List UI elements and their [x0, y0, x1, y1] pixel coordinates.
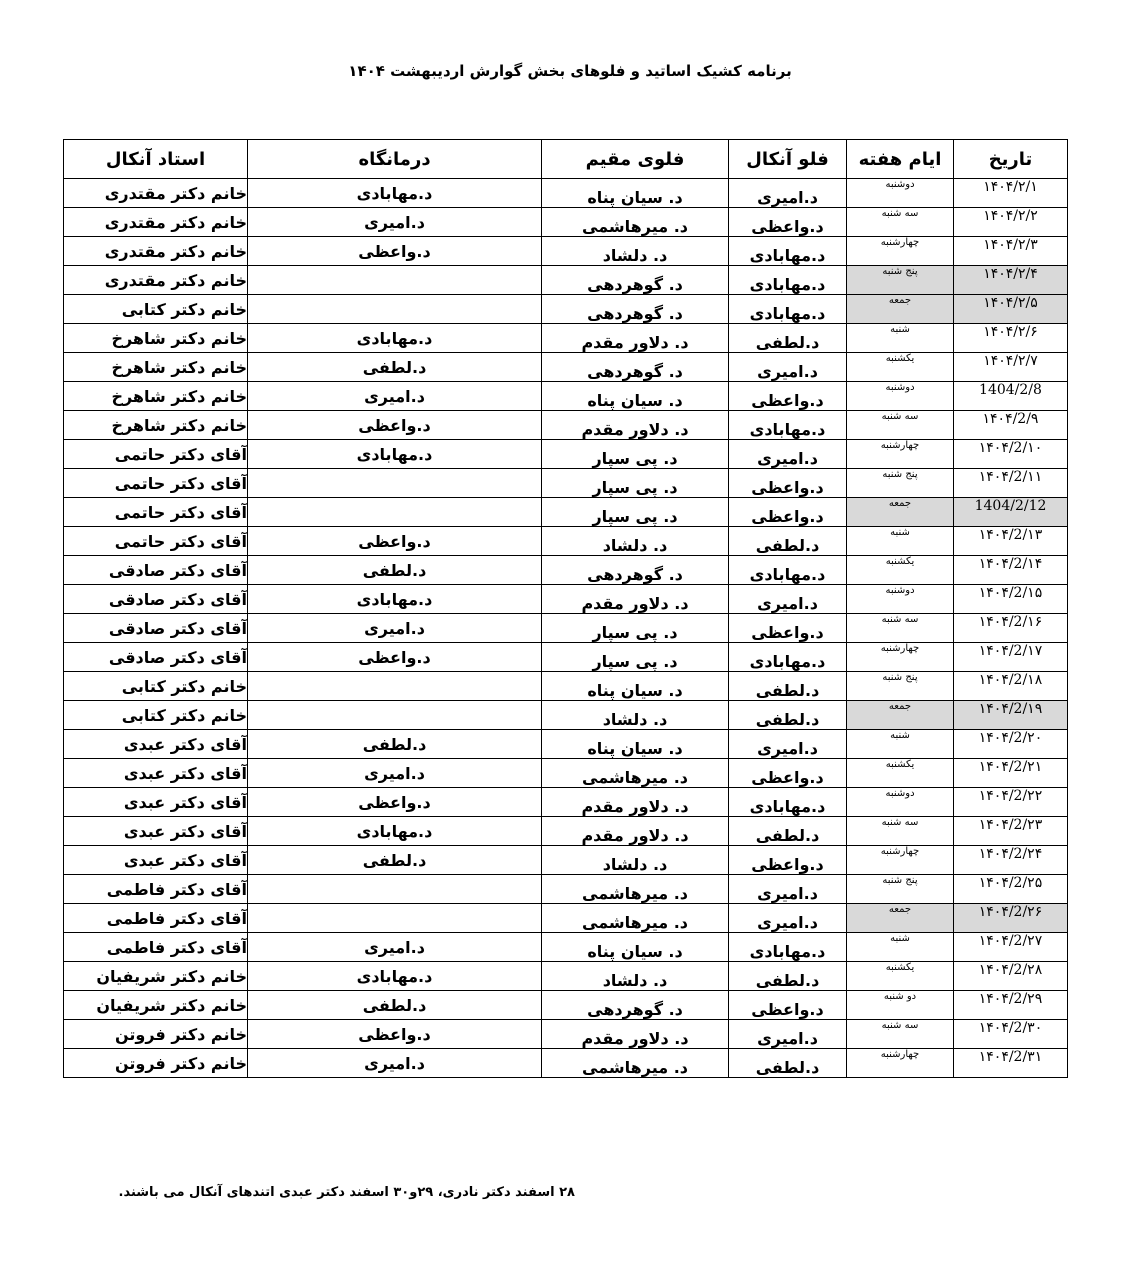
table-row: [64, 991, 1068, 1020]
resident-fellow-cell: د. گوهردهی: [542, 353, 729, 382]
table-row: [64, 208, 1068, 237]
date-cell: ۱۴۰۴/2/۲۱: [954, 759, 1068, 788]
oncall-fellow-cell: د.مهابادی: [729, 788, 847, 817]
date-cell: ۱۴۰۴/۲/۶: [954, 324, 1068, 353]
clinic-cell: د.مهابادی: [248, 324, 542, 353]
resident-fellow-cell: د. دلاور مقدم: [542, 585, 729, 614]
resident-fellow-cell: د. سیان پناه: [542, 179, 729, 208]
date-cell: ۱۴۰۴/2/۱۳: [954, 527, 1068, 556]
oncall-professor-cell: خانم دکتر شاهرخ: [64, 382, 248, 411]
resident-fellow-cell: د. پی سپار: [542, 469, 729, 498]
table-body: [64, 179, 1068, 1078]
clinic-cell: د.واعظی: [248, 411, 542, 440]
weekday-cell: چهارشنبه: [847, 1049, 954, 1078]
weekday-cell: جمعه: [847, 701, 954, 730]
resident-fellow-cell: د. میرهاشمی: [542, 904, 729, 933]
weekday-cell: شنبه: [847, 324, 954, 353]
table-row: [64, 498, 1068, 527]
table-row: [64, 1020, 1068, 1049]
oncall-fellow-cell: د.لطفی: [729, 1049, 847, 1078]
clinic-cell: د.امیری: [248, 933, 542, 962]
clinic-cell: د.واعظی: [248, 788, 542, 817]
oncall-fellow-cell: د.واعظی: [729, 759, 847, 788]
oncall-fellow-cell: د.مهابادی: [729, 266, 847, 295]
weekday-cell: پنج شنبه: [847, 469, 954, 498]
table-row: [64, 817, 1068, 846]
clinic-cell: د.لطفی: [248, 991, 542, 1020]
date-cell: ۱۴۰۴/2/۱۹: [954, 701, 1068, 730]
date-cell: 1404/2/12: [954, 498, 1068, 527]
oncall-professor-cell: خانم دکتر فروتن: [64, 1020, 248, 1049]
oncall-professor-cell: خانم دکتر شاهرخ: [64, 324, 248, 353]
oncall-fellow-cell: د.امیری: [729, 1020, 847, 1049]
clinic-cell: د.واعظی: [248, 1020, 542, 1049]
table-row: [64, 788, 1068, 817]
clinic-cell: د.مهابادی: [248, 179, 542, 208]
date-cell: ۱۴۰۴/2/۱۱: [954, 469, 1068, 498]
date-cell: ۱۴۰۴/2/۲۳: [954, 817, 1068, 846]
oncall-professor-cell: آقای دکتر عبدی: [64, 759, 248, 788]
clinic-cell: [248, 701, 542, 730]
oncall-fellow-cell: د.امیری: [729, 179, 847, 208]
table-row: [64, 933, 1068, 962]
resident-fellow-cell: د. سیان پناه: [542, 933, 729, 962]
table-row: [64, 672, 1068, 701]
date-cell: ۱۴۰۴/۲/۴: [954, 266, 1068, 295]
weekday-cell: چهارشنبه: [847, 846, 954, 875]
table-row: [64, 527, 1068, 556]
clinic-cell: [248, 904, 542, 933]
resident-fellow-cell: د. گوهردهی: [542, 991, 729, 1020]
oncall-professor-cell: خانم دکتر مقتدری: [64, 266, 248, 295]
resident-fellow-cell: د. دلاور مقدم: [542, 817, 729, 846]
oncall-fellow-cell: د.امیری: [729, 585, 847, 614]
date-cell: ۱۴۰۴/2/۲۶: [954, 904, 1068, 933]
oncall-professor-cell: آقای دکتر عبدی: [64, 788, 248, 817]
oncall-fellow-cell: د.مهابادی: [729, 237, 847, 266]
clinic-cell: د.امیری: [248, 382, 542, 411]
oncall-fellow-cell: د.واعظی: [729, 614, 847, 643]
oncall-professor-cell: خانم دکتر شاهرخ: [64, 353, 248, 382]
resident-fellow-cell: د. دلاور مقدم: [542, 411, 729, 440]
resident-fellow-cell: د. دلشاد: [542, 237, 729, 266]
oncall-fellow-cell: د.مهابادی: [729, 643, 847, 672]
oncall-fellow-cell: د.مهابادی: [729, 933, 847, 962]
date-cell: ۱۴۰۴/2/۲۸: [954, 962, 1068, 991]
oncall-professor-cell: آقای دکتر صادقی: [64, 585, 248, 614]
date-cell: ۱۴۰۴/2/۳۰: [954, 1020, 1068, 1049]
resident-fellow-cell: د. سیان پناه: [542, 382, 729, 411]
oncall-professor-cell: آقای دکتر صادقی: [64, 614, 248, 643]
weekday-cell: شنبه: [847, 933, 954, 962]
date-cell: ۱۴۰۴/2/۲۴: [954, 846, 1068, 875]
oncall-professor-cell: آقای دکتر حاتمی: [64, 498, 248, 527]
footer-note: ۲۸ اسفند دکتر نادری، ۲۹و۳۰ اسفند دکتر عبدی اتندهای آنکال می باشند.: [118, 1185, 575, 1200]
oncall-professor-cell: آقای دکتر عبدی: [64, 730, 248, 759]
oncall-fellow-cell: د.لطفی: [729, 701, 847, 730]
oncall-professor-cell: آقای دکتر حاتمی: [64, 469, 248, 498]
oncall-professor-cell: خانم دکتر شریفیان: [64, 962, 248, 991]
weekday-cell: پنج شنبه: [847, 875, 954, 904]
table-row: [64, 237, 1068, 266]
weekday-cell: چهارشنبه: [847, 643, 954, 672]
page-title: برنامه کشیک اساتید و فلوهای بخش گوارش اردیبهشت ۱۴۰۴: [348, 62, 792, 80]
weekday-cell: جمعه: [847, 295, 954, 324]
oncall-fellow-cell: د.واعظی: [729, 498, 847, 527]
clinic-cell: د.امیری: [248, 1049, 542, 1078]
table-row: [64, 469, 1068, 498]
table-row: [64, 295, 1068, 324]
weekday-cell: چهارشنبه: [847, 237, 954, 266]
resident-fellow-cell: د. دلشاد: [542, 527, 729, 556]
clinic-cell: [248, 672, 542, 701]
oncall-fellow-cell: د.واعظی: [729, 846, 847, 875]
resident-fellow-cell: د. میرهاشمی: [542, 208, 729, 237]
weekday-cell: سه شنبه: [847, 1020, 954, 1049]
weekday-cell: دو شنبه: [847, 991, 954, 1020]
oncall-fellow-cell: د.امیری: [729, 875, 847, 904]
clinic-cell: [248, 266, 542, 295]
oncall-professor-cell: آقای دکتر فاطمی: [64, 875, 248, 904]
oncall-fellow-cell: د.لطفی: [729, 672, 847, 701]
table-row: [64, 266, 1068, 295]
header-oncall-professor: استاد آنکال: [64, 140, 248, 179]
clinic-cell: د.لطفی: [248, 353, 542, 382]
header-clinic: درمانگاه: [248, 140, 542, 179]
clinic-cell: د.لطفی: [248, 556, 542, 585]
table-row: [64, 904, 1068, 933]
clinic-cell: د.لطفی: [248, 730, 542, 759]
table-row: [64, 353, 1068, 382]
clinic-cell: د.امیری: [248, 208, 542, 237]
date-cell: ۱۴۰۴/2/۹: [954, 411, 1068, 440]
weekday-cell: دوشنبه: [847, 382, 954, 411]
header-date: تاریخ: [954, 140, 1068, 179]
resident-fellow-cell: د. میرهاشمی: [542, 875, 729, 904]
header-resident-fellow: فلوی مقیم: [542, 140, 729, 179]
date-cell: ۱۴۰۴/2/۱۶: [954, 614, 1068, 643]
date-cell: ۱۴۰۴/2/۲۵: [954, 875, 1068, 904]
resident-fellow-cell: د. پی سپار: [542, 440, 729, 469]
table-row: [64, 730, 1068, 759]
oncall-fellow-cell: د.امیری: [729, 730, 847, 759]
date-cell: ۱۴۰۴/۲/۳: [954, 237, 1068, 266]
resident-fellow-cell: د. میرهاشمی: [542, 759, 729, 788]
weekday-cell: یکشنبه: [847, 759, 954, 788]
date-cell: 1404/2/8: [954, 382, 1068, 411]
oncall-professor-cell: آقای دکتر فاطمی: [64, 933, 248, 962]
clinic-cell: [248, 498, 542, 527]
table-row: [64, 324, 1068, 353]
oncall-fellow-cell: د.مهابادی: [729, 556, 847, 585]
date-cell: ۱۴۰۴/2/۱۸: [954, 672, 1068, 701]
resident-fellow-cell: د. دلاور مقدم: [542, 1020, 729, 1049]
oncall-professor-cell: آقای دکتر حاتمی: [64, 440, 248, 469]
weekday-cell: جمعه: [847, 904, 954, 933]
oncall-professor-cell: آقای دکتر عبدی: [64, 846, 248, 875]
oncall-professor-cell: خانم دکتر مقتدری: [64, 237, 248, 266]
table-row: [64, 962, 1068, 991]
oncall-fellow-cell: د.لطفی: [729, 962, 847, 991]
oncall-fellow-cell: د.امیری: [729, 904, 847, 933]
clinic-cell: د.واعظی: [248, 527, 542, 556]
resident-fellow-cell: د. میرهاشمی: [542, 1049, 729, 1078]
header-day: ایام هفته: [847, 140, 954, 179]
resident-fellow-cell: د. دلاور مقدم: [542, 788, 729, 817]
weekday-cell: شنبه: [847, 527, 954, 556]
clinic-cell: د.واعظی: [248, 643, 542, 672]
resident-fellow-cell: د. پی سپار: [542, 643, 729, 672]
resident-fellow-cell: د. سیان پناه: [542, 672, 729, 701]
resident-fellow-cell: د. سیان پناه: [542, 730, 729, 759]
resident-fellow-cell: د. گوهردهی: [542, 266, 729, 295]
date-cell: ۱۴۰۴/۲/۵: [954, 295, 1068, 324]
oncall-professor-cell: خانم دکتر کتابی: [64, 672, 248, 701]
weekday-cell: شنبه: [847, 730, 954, 759]
table-row: [64, 643, 1068, 672]
weekday-cell: سه شنبه: [847, 614, 954, 643]
weekday-cell: یکشنبه: [847, 556, 954, 585]
table-row: [64, 585, 1068, 614]
resident-fellow-cell: د. پی سپار: [542, 614, 729, 643]
table-row: [64, 614, 1068, 643]
date-cell: ۱۴۰۴/2/۱۰: [954, 440, 1068, 469]
oncall-professor-cell: خانم دکتر فروتن: [64, 1049, 248, 1078]
header-oncall-fellow: فلو آنکال: [729, 140, 847, 179]
oncall-professor-cell: خانم دکتر کتابی: [64, 701, 248, 730]
table-row: [64, 875, 1068, 904]
oncall-professor-cell: آقای دکتر حاتمی: [64, 527, 248, 556]
weekday-cell: جمعه: [847, 498, 954, 527]
weekday-cell: پنج شنبه: [847, 266, 954, 295]
table-row: [64, 411, 1068, 440]
table-row: [64, 759, 1068, 788]
clinic-cell: د.مهابادی: [248, 585, 542, 614]
resident-fellow-cell: د. گوهردهی: [542, 556, 729, 585]
weekday-cell: سه شنبه: [847, 208, 954, 237]
date-cell: ۱۴۰۴/۲/۱: [954, 179, 1068, 208]
date-cell: ۱۴۰۴/2/۲۹: [954, 991, 1068, 1020]
oncall-fellow-cell: د.واعظی: [729, 991, 847, 1020]
oncall-professor-cell: خانم دکتر مقتدری: [64, 179, 248, 208]
oncall-fellow-cell: د.امیری: [729, 353, 847, 382]
date-cell: ۱۴۰۴/2/۳۱: [954, 1049, 1068, 1078]
oncall-professor-cell: خانم دکتر مقتدری: [64, 208, 248, 237]
weekday-cell: پنج شنبه: [847, 672, 954, 701]
resident-fellow-cell: د. دلشاد: [542, 846, 729, 875]
date-cell: ۱۴۰۴/2/۱۵: [954, 585, 1068, 614]
weekday-cell: سه شنبه: [847, 411, 954, 440]
clinic-cell: د.واعظی: [248, 237, 542, 266]
resident-fellow-cell: د. گوهردهی: [542, 295, 729, 324]
weekday-cell: دوشنبه: [847, 788, 954, 817]
oncall-fellow-cell: د.لطفی: [729, 324, 847, 353]
oncall-fellow-cell: د.واعظی: [729, 208, 847, 237]
clinic-cell: [248, 295, 542, 324]
table-row: [64, 701, 1068, 730]
clinic-cell: د.امیری: [248, 759, 542, 788]
oncall-fellow-cell: د.مهابادی: [729, 411, 847, 440]
clinic-cell: د.مهابادی: [248, 817, 542, 846]
date-cell: ۱۴۰۴/۲/۷: [954, 353, 1068, 382]
table-row: [64, 179, 1068, 208]
oncall-professor-cell: خانم دکتر شاهرخ: [64, 411, 248, 440]
resident-fellow-cell: د. دلشاد: [542, 962, 729, 991]
weekday-cell: چهارشنبه: [847, 440, 954, 469]
weekday-cell: دوشنبه: [847, 585, 954, 614]
date-cell: ۱۴۰۴/2/۲۲: [954, 788, 1068, 817]
date-cell: ۱۴۰۴/2/۱۴: [954, 556, 1068, 585]
oncall-fellow-cell: د.امیری: [729, 440, 847, 469]
oncall-fellow-cell: د.واعظی: [729, 469, 847, 498]
clinic-cell: د.امیری: [248, 614, 542, 643]
oncall-professor-cell: آقای دکتر فاطمی: [64, 904, 248, 933]
date-cell: ۱۴۰۴/2/۲۰: [954, 730, 1068, 759]
oncall-professor-cell: آقای دکتر صادقی: [64, 643, 248, 672]
table-row: [64, 1049, 1068, 1078]
oncall-fellow-cell: د.لطفی: [729, 817, 847, 846]
clinic-cell: د.مهابادی: [248, 962, 542, 991]
clinic-cell: [248, 875, 542, 904]
table-row: [64, 556, 1068, 585]
resident-fellow-cell: د. پی سپار: [542, 498, 729, 527]
clinic-cell: د.مهابادی: [248, 440, 542, 469]
date-cell: ۱۴۰۴/۲/۲: [954, 208, 1068, 237]
table-row: [64, 440, 1068, 469]
table-row: [64, 846, 1068, 875]
weekday-cell: دوشنبه: [847, 179, 954, 208]
date-cell: ۱۴۰۴/2/۲۷: [954, 933, 1068, 962]
clinic-cell: د.لطفی: [248, 846, 542, 875]
weekday-cell: یکشنبه: [847, 353, 954, 382]
oncall-professor-cell: آقای دکتر عبدی: [64, 817, 248, 846]
resident-fellow-cell: د. دلاور مقدم: [542, 324, 729, 353]
weekday-cell: سه شنبه: [847, 817, 954, 846]
weekday-cell: یکشنبه: [847, 962, 954, 991]
oncall-professor-cell: خانم دکتر کتابی: [64, 295, 248, 324]
table-header-row: [64, 140, 1068, 179]
date-cell: ۱۴۰۴/2/۱۷: [954, 643, 1068, 672]
oncall-fellow-cell: د.لطفی: [729, 527, 847, 556]
oncall-fellow-cell: د.واعظی: [729, 382, 847, 411]
oncall-professor-cell: خانم دکتر شریفیان: [64, 991, 248, 1020]
oncall-fellow-cell: د.مهابادی: [729, 295, 847, 324]
oncall-schedule-table: [63, 139, 1068, 1078]
table-row: [64, 382, 1068, 411]
resident-fellow-cell: د. دلشاد: [542, 701, 729, 730]
clinic-cell: [248, 469, 542, 498]
oncall-professor-cell: آقای دکتر صادقی: [64, 556, 248, 585]
